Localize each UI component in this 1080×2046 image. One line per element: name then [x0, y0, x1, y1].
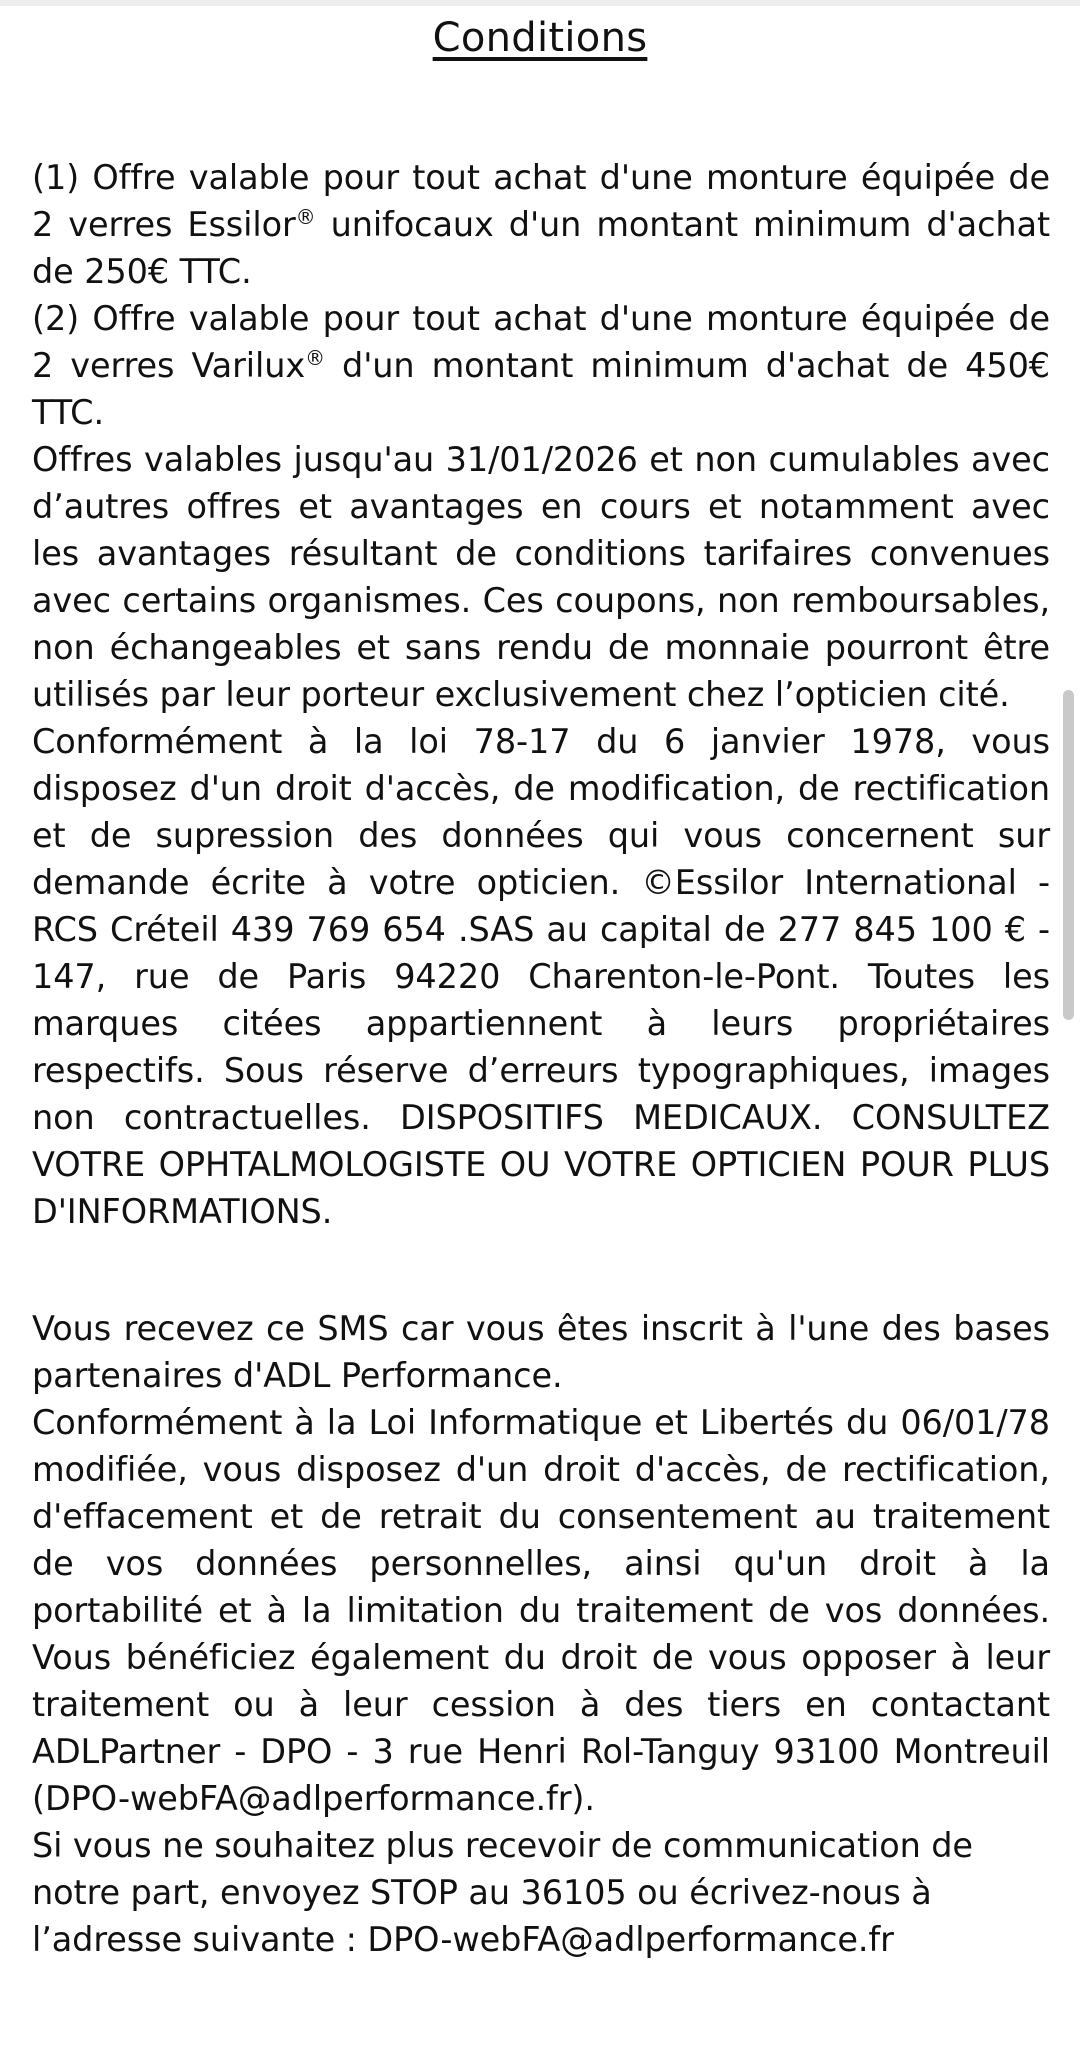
- condition-paragraph-3: Offres valables jusqu'au 31/01/2026 et non cumulables avec d’autres offres et avantages en cours et notamment avec les avantages résultant de conditions tarifaires convenues avec certains organismes. Ces coupons, non remboursables, non échangeables et sans rendu de monnaie pourront être utilisés par leur porteur exclusivement chez l’opticien cité.: [32, 440, 1050, 714]
- condition-paragraph-1: (1) Offre valable pour tout achat d'une monture équipée de 2 verres Essilor® unifocaux d'un montant minimum d'achat de 250€ TTC.: [32, 158, 1050, 291]
- section-divider-space: [32, 1235, 1050, 1305]
- page-title-container: [0, 6, 1080, 62]
- condition-paragraph-2: (2) Offre valable pour tout achat d'une monture équipée de 2 verres Varilux® d'un montant minimum d'achat de 450€ TTC.: [32, 299, 1050, 432]
- privacy-section: [32, 1305, 1050, 1963]
- page-title: Conditions: [432, 15, 648, 61]
- vertical-scrollbar[interactable]: [1063, 690, 1074, 1020]
- conditions-section: [32, 154, 1050, 1235]
- document-content: [0, 154, 1080, 1963]
- privacy-paragraph-2: Conformément à la Loi Informatique et Libertés du 06/01/78 modifiée, vous disposez d'un droit d'accès, de rectification, d'effacement et de retrait du consentement au traitement de vos données personnelles, ainsi qu'un droit à la portabilité et à la limitation du traitement de vos données. Vous bénéficiez également du droit de vous opposer à leur traitement ou à leur cession à des tiers en contactant ADLPartner - DPO - 3 rue Henri Rol-Tanguy 93100 Montreuil (DPO-webFA@adlperformance.fr).: [32, 1403, 1050, 1818]
- condition-paragraph-4: Conformément à la loi 78-17 du 6 janvier 1978, vous disposez d'un droit d'accès, de modification, de rectification et de supression des données qui vous concernent sur demande écrite à votre opticien. ©Essilor International - RCS Créteil 439 769 654 .SAS au capital de 277 845 100 € - 147, rue de Paris 94220 Charenton-le-Pont. Toutes les marques citées appartiennent à leurs propriétaires respectifs. Sous réserve d’erreurs typographiques, images non contractuelles. DISPOSITIFS MEDICAUX. CONSULTEZ VOTRE OPHTALMOLOGISTE OU VOTRE OPTICIEN POUR PLUS D'INFORMATIONS.: [32, 722, 1050, 1231]
- privacy-paragraph-1: Vous recevez ce SMS car vous êtes inscrit à l'une des bases partenaires d'ADL Performance.: [32, 1309, 1050, 1395]
- privacy-paragraph-3: Si vous ne souhaitez plus recevoir de communication de notre part, envoyez STOP au 36105 ou écrivez-nous à l’adresse suivante : DPO-webFA@adlperformance.fr: [32, 1826, 973, 1959]
